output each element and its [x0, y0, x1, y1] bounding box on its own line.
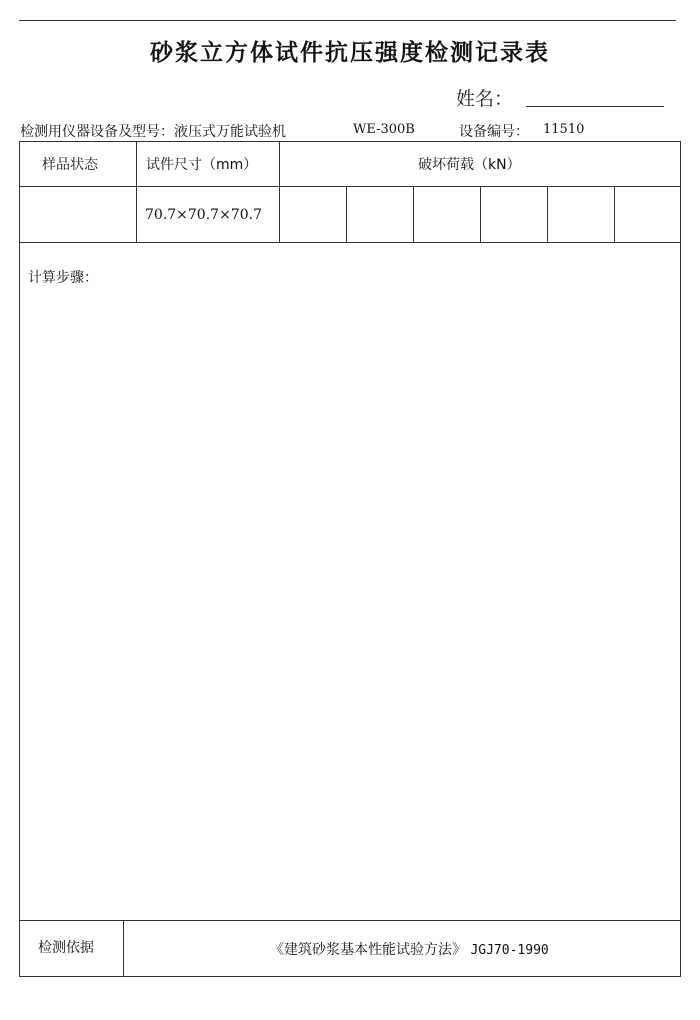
column-divider — [346, 186, 347, 242]
specimen-size-value: 70.7×70.7×70.7 — [145, 207, 262, 223]
basis-standard-code: JGJ70-1990 — [470, 943, 549, 958]
page-title: 砂浆立方体试件抗压强度检测记录表 — [150, 39, 550, 66]
name-label: 姓名： — [456, 88, 514, 110]
instrument-model: WE-300B — [353, 122, 415, 137]
device-number-label: 设备编号： — [459, 124, 529, 140]
row-divider — [19, 920, 681, 921]
instrument-info-row — [20, 121, 680, 139]
record-table — [19, 141, 681, 977]
name-input-line[interactable] — [526, 106, 664, 107]
column-divider — [413, 186, 414, 242]
column-divider — [614, 186, 615, 242]
calculation-steps-label: 计算步骤： — [28, 270, 98, 286]
column-divider — [480, 186, 481, 242]
column-divider — [136, 141, 137, 242]
header-failure-load: 破坏荷载（kN） — [418, 157, 521, 173]
sample-state-cell[interactable] — [20, 188, 135, 241]
header-specimen-size: 试件尺寸（mm） — [146, 157, 258, 173]
basis-label: 检测依据 — [38, 940, 94, 956]
row-divider — [19, 242, 681, 243]
basis-standard — [270, 939, 549, 959]
column-divider — [123, 920, 124, 977]
basis-standard-title: 《建筑砂浆基本性能试验方法》 — [270, 942, 466, 958]
device-number: 11510 — [543, 122, 585, 137]
column-divider — [279, 141, 280, 242]
row-divider — [19, 186, 681, 187]
instrument-label: 检测用仪器设备及型号：液压式万能试验机 — [20, 124, 286, 140]
column-divider — [547, 186, 548, 242]
header-sample-state: 样品状态 — [42, 157, 98, 173]
top-rule — [19, 20, 676, 21]
